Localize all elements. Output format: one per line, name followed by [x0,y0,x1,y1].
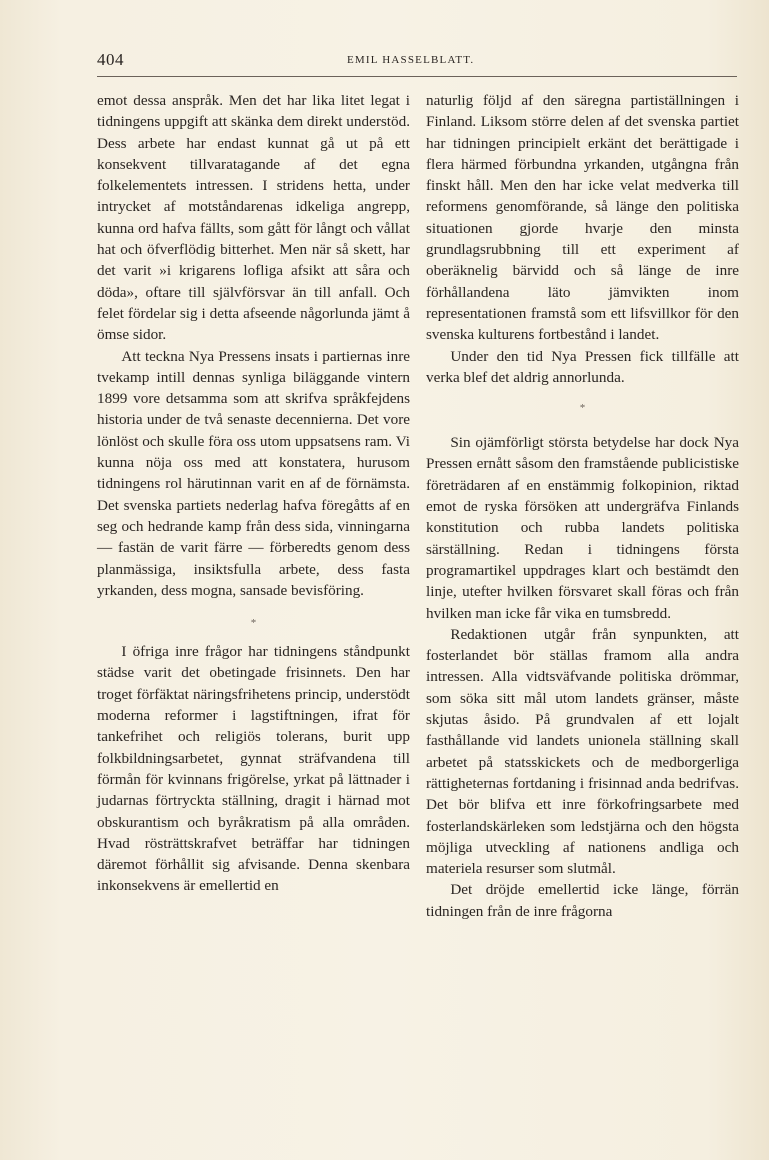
section-separator: * [579,402,586,415]
paragraph: Det dröjde emellertid icke länge, förrän tidningen från de inre frågorna [426,881,739,920]
page-header [97,48,737,72]
left-column [97,90,410,897]
section-separator: * [250,617,257,630]
paragraph: Att teckna Nya Pressens insats i partiernas inre tvekamp intill dennas synliga biläggande vintern 1899 vore detsamma som att skrifva språkfejdens historia under de två senaste decennierna. Det vore lönlöst och skulle föra oss utom uppsatsens ram. Vi kunna nöja oss med att konstatera, hurusom tidningens rol härutinnan varit en af de förnämsta. Det svenska partiets nederlag hafva föregåtts af en seg och hedrande kamp från dess sida, vinningarna — fastän de varit färre — förberedts genom dess planmässiga, insiktsfulla arbete, dess fasta yrkanden, dess mogna, sansade bevisföring. [97,347,410,599]
paragraph: naturlig följd af den säregna partiställningen i Finland. Liksom större delen af det svenska partiet har tidningen principielt erkänt det berättigade i flera härmed förbundna yrkanden, utgångna från finskt håll. Men den har icke velat medverka till reformens genomförande, så länge den politiska situationen gjorde hvarje den minsta grundlagsrubbning till ett experiment af oberäknelig bärvidd och så länge de inre förhållandena läto jämvikten inom representationen framstå som ett lifsvillkor för den svenska kulturens fortbestånd i landet. [426,92,739,344]
paragraph: emot dessa anspråk. Men det har lika litet legat i tidningens uppgift att skänka dem direkt understöd. Dess arbete har endast kunnat gå ut på ett konsekvent tillvaratagande af det egna folkelementets intressen. I stridens hetta, under intrycket af motståndarenas idkeliga angrepp, kunna ord hafva fällts, som gått för långt och vållat hat och öfverflödig bitterhet. Men när så skett, har det varit »i krigarens lofliga afsikt att såra och döda», oftare till självförsvar än till anfall. Och felet fördelar sig i detta afseende någorlunda jämt å ömse sidor. [97,92,410,344]
paragraph: Under den tid Nya Pressen fick tillfälle att verka blef det aldrig annorlunda. [426,347,739,386]
right-column [426,90,739,922]
running-head: EMIL HASSELBLATT. [347,54,475,66]
page-number: 404 [97,50,124,69]
paragraph: I öfriga inre frågor har tidningens ståndpunkt städse varit det obetingade frisinnets. Den har troget förfäktat näringsfrihetens princip, understödt moderna reformer i lagstiftningen, ifrat för tankefrihet och religiös tolerans, burit upp folkbildningsarbetet, gynnat sträfvandena till förmån för kvinnans frigörelse, yrkat på lättnader i judarnas förtryckta ställning, dragit i härnad mot obskurantism och byråkratism på alla områden. Hvad rösträttskrafvet beträffar har tidningen däremot förhållit sig afvisande. Denna skenbara inkonsekvens är emellertid en [97,643,410,895]
paragraph: Redaktionen utgår från synpunkten, att fosterlandet bör ställas framom alla andra intressen. Alla vidtsväfvande politiska drömmar, som söka sitt mål utom landets gränser, måste skjutas åsido. På grundvalen af ett lojalt fasthållande vid landets unionela ställning skall arbetet på statsskickets och de medborgerliga rättigheternas fortdaning i frisinnad anda bedrifvas. Det bör blifva ett inre förkofringsarbete med fosterlandskärleken som ledstjärna och den högsta möjliga utveckling af nationens andliga och materiela resurser som slutmål. [426,625,739,878]
paragraph: Sin ojämförligt största betydelse har dock Nya Pressen ernått såsom den framstående publicistiske företrädaren af en enstämmig folkopinion, riktad emot de ryska försöken att undergräfva Finlands konstitution och rubba landets politiska särställning. Redan i tidningens första programartikel uppdrages klart och bestämdt den linje, utefter hvilken försvaret skall föras och från hvilken man icke får vika en tumsbredd. [426,434,739,622]
header-rule [97,76,737,77]
